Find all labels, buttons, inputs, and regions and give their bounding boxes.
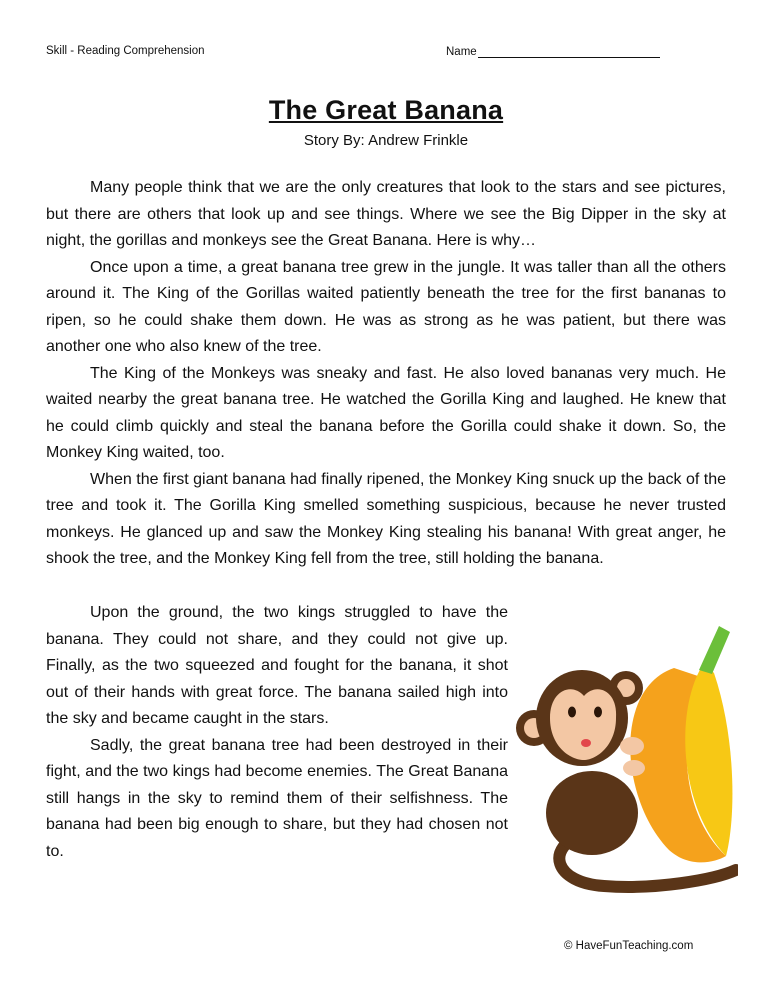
story-body-top [46, 175, 726, 573]
monkey-body [546, 771, 638, 855]
monkey-eye-right [594, 707, 602, 718]
story-body-bottom [46, 600, 508, 865]
story-byline: Story By: Andrew Frinkle [303, 132, 469, 149]
monkey-eye-left [568, 707, 576, 718]
name-underline [478, 45, 660, 58]
monkey-hand-lower [623, 760, 645, 776]
story-paragraph: Many people think that we are the only creatures that look to the stars and see pictures, but there are others that look up and see things. Where we see the Big Dipper in the sky at night, the gorillas and monkeys see the Great Banana. Here is why… [46, 179, 726, 249]
monkey-banana-illustration [514, 618, 738, 898]
banana-stem [699, 626, 730, 674]
story-paragraph: Once upon a time, a great banana tree grew in the jungle. It was taller than all the others around it. The King of the Gorillas waited patiently beneath the tree for the first bananas to ripen, so he could shake them down. He was as strong as he was patient, but there was another one who also knew of the tree. [46, 258, 726, 355]
name-field [446, 45, 660, 58]
skill-label: Skill - Reading Comprehension [46, 45, 205, 57]
story-paragraph: The King of the Monkeys was sneaky and fast. He also loved bananas very much. He waited nearby the great banana tree. He watched the Gorilla King and laughed. He knew that he could climb quickly and steal the banana before the Gorilla could shake it down. So, the Monkey King waited, too. [46, 364, 726, 461]
copyright-footer: © HaveFunTeaching.com [564, 940, 694, 952]
monkey-hand [620, 737, 644, 755]
story-title: The Great Banana [268, 95, 504, 125]
story-paragraph: When the first giant banana had finally ripened, the Monkey King snuck up the back of the tree and took it. The Gorilla King smelled something suspicious, because he never trusted monkeys. He glanced up and saw the Monkey King stealing his banana! With great anger, he shook the tree, and the Monkey King fell from the tree, still holding the banana. [46, 470, 726, 567]
story-paragraph: Upon the ground, the two kings struggled to have the banana. They could not share, and they could not give up. Finally, as the two squeezed and fought for the banana, it shot out of their hands with great force. The banana sailed high into the sky and became caught in the stars. [46, 604, 508, 727]
story-paragraph: Sadly, the great banana tree had been destroyed in their fight, and the two kings had become enemies. The Great Banana still hangs in the sky to remind them of their selfishness. The banana had been big enough to share, but they had chosen not to. [46, 736, 508, 860]
name-label: Name [446, 46, 477, 58]
monkey-mouth [581, 739, 591, 747]
